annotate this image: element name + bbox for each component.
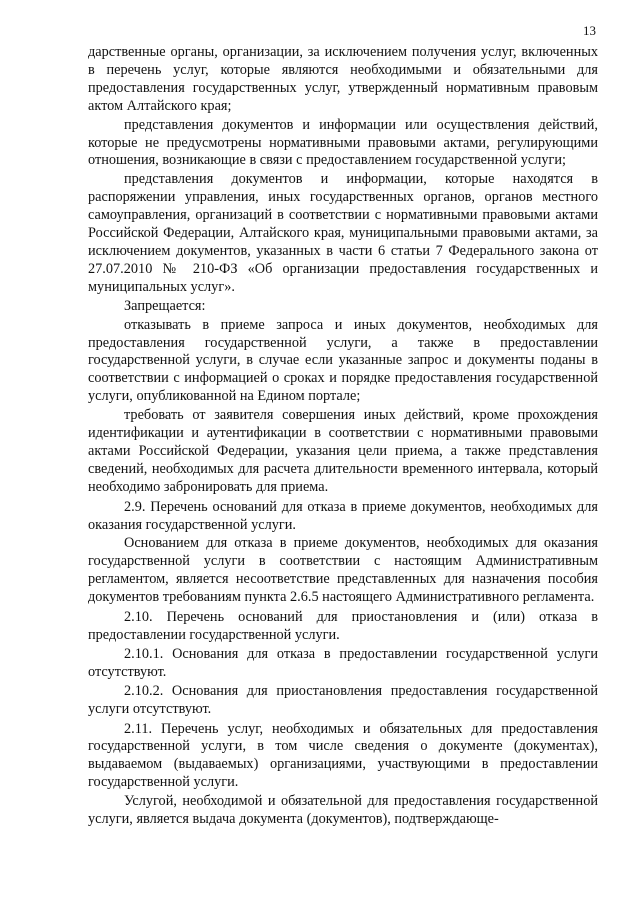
section-heading: 2.9. Перечень оснований для отказа в приеме документов, необходимых для оказания государственной услуги. bbox=[88, 498, 598, 533]
paragraph: дарственные органы, организации, за исключением получения услуг, включенных в перечень услуг, которые являются необходимыми и обязательными для предоставления государственных услуг, утвержденный нормативным правовым актом Алтайского края; bbox=[88, 44, 598, 114]
paragraph: 2.10.1. Основания для отказа в предоставлении государственной услуги отсутствуют. bbox=[88, 645, 598, 680]
paragraph: отказывать в приеме запроса и иных документов, необходимых для предоставления государственной услуги, а также в предоставлении государственной услуги, в случае если указанные запрос и документы поданы в соответствии с информацией о сроках и порядке предоставления государственной услуги, опубликованной на Едином портале; bbox=[88, 316, 598, 405]
paragraph: Запрещается: bbox=[124, 297, 206, 314]
paragraph: требовать от заявителя совершения иных действий, кроме прохождения идентификации и аутентификации в соответствии с нормативными правовыми актами Российской Федерации, указания цели приема, а также представления сведений, необходимых для расчета длительности временного интервала, который необходимо забронировать для приема. bbox=[88, 407, 598, 495]
paragraph: представления документов и информации или осуществления действий, которые не предусмотрены нормативными правовыми актами, регулирующими отношения, возникающие в связи с предоставлением государственной услуги; bbox=[88, 116, 598, 169]
document-body bbox=[88, 44, 598, 829]
page-number: 13 bbox=[583, 23, 596, 38]
paragraph: Услугой, необходимой и обязательной для предоставления государственной услуги, является выдача документа (документов), подтверждающе- bbox=[88, 793, 598, 828]
section-heading: 2.11. Перечень услуг, необходимых и обязательных для предоставления государственной услуги, в том числе сведения о документе (документах), выдаваемом (выдаваемых) организациями, участвующими в предоставлении государственной услуги. bbox=[88, 720, 598, 791]
section-heading: 2.10. Перечень оснований для приостановления и (или) отказа в предоставлении государственной услуги. bbox=[88, 609, 598, 643]
paragraph: представления документов и информации, которые находятся в распоряжении управления, иных государственных органов, органов местного самоуправления, организаций в соответствии с нормативными правовыми актами Российской Федерации, Алтайского края, муниципальными правовыми актами, за исключением документов, указанных в части 6 статьи 7 Федерального закона от 27.07.2010 № 210-ФЗ «Об организации предоставления государственных и муниципальных услуг». bbox=[88, 171, 598, 295]
paragraph: 2.10.2. Основания для приостановления предоставления государственной услуги отсутствуют. bbox=[88, 682, 598, 717]
paragraph: Основанием для отказа в приеме документов, необходимых для оказания государственной услуги в соответствии с настоящим Административным регламентом, является несоответствие представленных для назначения пособия документов требованиям пункта 2.6.5 настоящего Административного регламента. bbox=[88, 535, 598, 606]
